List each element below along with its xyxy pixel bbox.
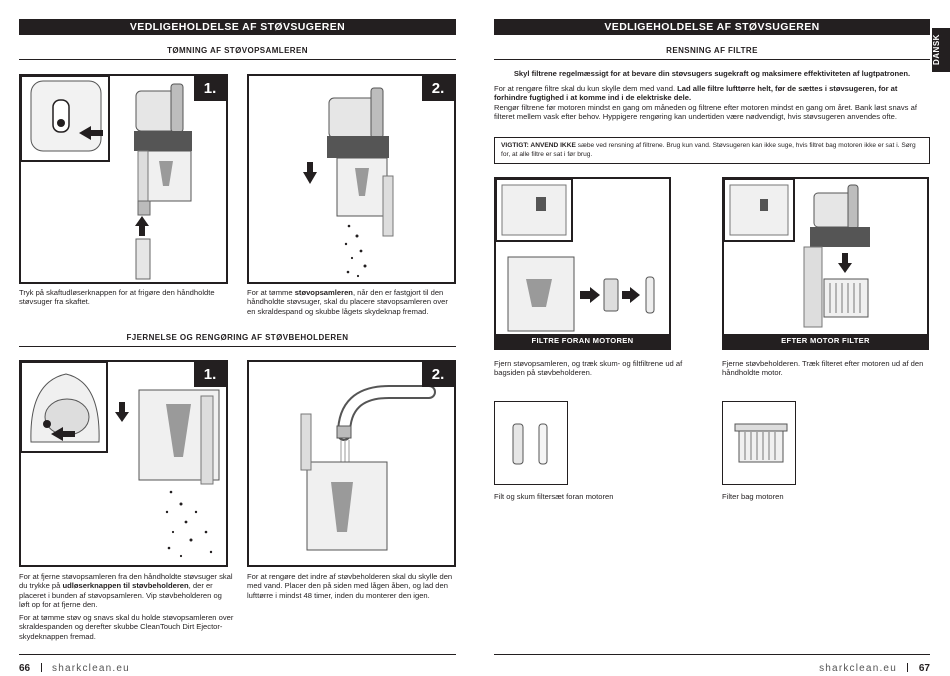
- step-number: 2.: [422, 362, 454, 387]
- step1-illustration-remove-bin: [19, 360, 228, 567]
- footer-separator: [41, 663, 42, 672]
- footer: [19, 658, 130, 676]
- footer-rule: [494, 654, 930, 655]
- step2-illustration-empty: [247, 74, 456, 284]
- section-title-emptying: TØMNING AF STØVOPSAMLEREN: [167, 46, 308, 55]
- step1-illustration-release: [19, 74, 228, 284]
- step-number: 1.: [194, 76, 226, 101]
- right-page-header: VEDLIGEHOLDELSE AF STØVSUGEREN: [494, 19, 930, 35]
- filters-paragraph: For at rengøre filtre skal du kun skylle dem med vand. Lad alle filtre lufttørre helt, før de sættes i støvsugeren, for at forhindre fugtighed i at komme ind i de elektriske dele. Rengør filtrene før motoren mindst en gang om måneden og filtrene efter motoren mindst en gang om året. Bank løst snavs af filteret mellem vask efter behov. Hyppigere rengøring kan undertiden være nødvendigt, hvis støvsugeren anvendes ofte.: [494, 84, 917, 121]
- divider: [494, 59, 930, 60]
- page-number: 67: [918, 663, 930, 674]
- footer-separator: [907, 663, 908, 672]
- prefilter-text: Fjern støvopsamleren, og træk skum- og filtfiltrene ud af bagsiden på støvbeholderen.: [494, 359, 683, 378]
- step1-text: Tryk på skaftudløserknappen for at frigøre den håndholdte støvsuger fra skaftet.: [19, 288, 215, 307]
- step1-text: For at fjerne støvopsamleren fra den håndholdte støvsuger skal du trykke på udløserknappen til støvbeholderen, der er placeret i bunden af støvopsamleren. Vip støvbeholderen og løft op for at fjerne den. For at tømme støv og snavs skal du holde støvopsamleren over skraldespanden og derefter skubbe CleanTouch Dirt Ejector-skydeknappen fremad.: [19, 572, 234, 641]
- footer: [819, 658, 930, 676]
- step2-illustration-rinse-bin: [247, 360, 456, 567]
- page-number: 66: [19, 663, 31, 674]
- footer-url[interactable]: sharkclean.eu: [819, 663, 897, 674]
- post-motor-filter-image: [722, 401, 796, 485]
- prefilter-illustration: [494, 177, 671, 350]
- panel-caption: EFTER MOTOR FILTER: [724, 334, 927, 348]
- language-tab: DANSK: [932, 28, 950, 72]
- post-motor-caption: Filter bag motoren: [722, 492, 784, 501]
- step2-text: For at rengøre det indre af støvbeholderen skal du skylle den med vand. Placer den på siden med lågen åben, og lad den lufttørre i mindst 48 timer, inden du monterer den igen.: [247, 572, 453, 600]
- footer-rule: [19, 654, 456, 655]
- divider: [19, 59, 456, 60]
- filters-intro: Skyl filtrene regelmæssigt for at bevare din støvsugers sugekraft og maksimere effektiviteten af lugtpatronen.: [513, 69, 911, 78]
- panel-caption: FILTRE FORAN MOTOREN: [496, 334, 669, 348]
- section-title-filters: RENSNING AF FILTRE: [666, 46, 758, 55]
- postfilter-text: Fjerne støvbeholderen. Træk filteret efter motoren ud af den håndholdte motor.: [722, 359, 924, 378]
- important-note: VIGTIGT: ANVEND IKKE sæbe ved rensning af filtrene. Brug kun vand. Støvsugeren kan ikke suge, hvis filtret bag motoren ikke er sat i. Sørg for, at alle filtre er sat i før brug.: [494, 137, 930, 164]
- step-number: 2.: [422, 76, 454, 101]
- felt-foam-caption: Filt og skum filtersæt foran motoren: [494, 492, 614, 501]
- section-title-dustbin: FJERNELSE OG RENGØRING AF STØVBEHOLDEREN: [126, 333, 349, 342]
- divider: [19, 346, 456, 347]
- left-page-header: VEDLIGEHOLDELSE AF STØVSUGEREN: [19, 19, 456, 35]
- step2-text: For at tømme støvopsamleren, når den er fastgjort til den håndholdte støvsuger, skal du placere støvopsamleren over en skraldespand og skubbe lågets skydeknap fremad.: [247, 288, 448, 316]
- footer-url[interactable]: sharkclean.eu: [52, 663, 130, 674]
- postfilter-illustration: [722, 177, 929, 350]
- step-number: 1.: [194, 362, 226, 387]
- felt-foam-filter-image: [494, 401, 568, 485]
